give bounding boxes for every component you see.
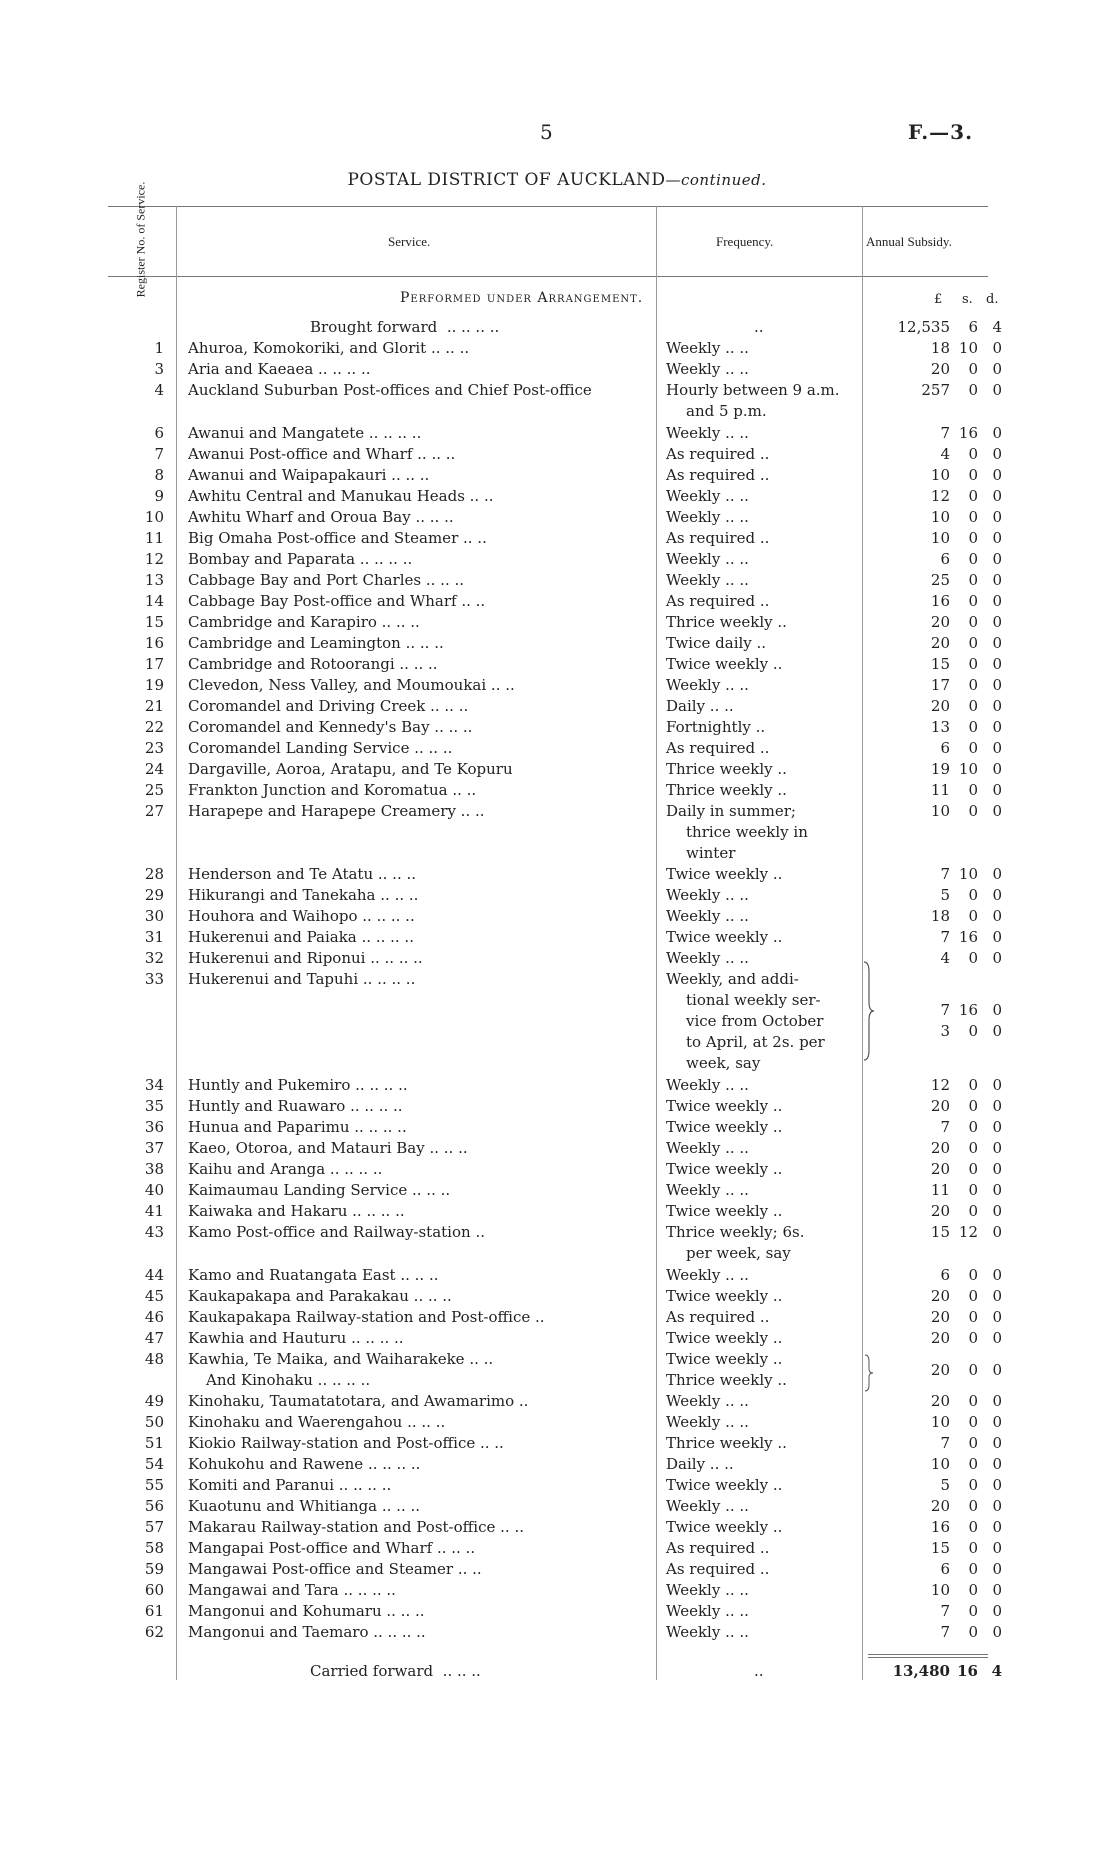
table-row-amount: 7 16 0: [940, 1001, 1002, 1019]
total-rule: [868, 1657, 988, 1658]
table-top-rule: [108, 206, 988, 207]
table-row: 31 Hukerenui and Paiaka .. .. .. .. Twice weekly .. 7 16 0: [144, 928, 1002, 946]
brought-forward-dots: ..: [754, 318, 764, 336]
table-row: 54 Kohukohu and Rawene .. .. .. .. Daily .. .. 10 0 0: [144, 1455, 1002, 1473]
page-number: 5: [540, 120, 553, 144]
carried-forward-dots: ..: [754, 1662, 764, 1680]
table-row: 50 Kinohaku and Waerengahou .. .. .. Weekly .. .. 10 0 0: [144, 1413, 1002, 1431]
header-subsidy: Annual Subsidy.: [866, 234, 952, 249]
table-row: 6 Awanui and Mangatete .. .. .. .. Weekly .. .. 7 16 0: [154, 424, 1002, 442]
header-register: Register No. of Service.: [133, 181, 148, 297]
frequency-continuation: vice from October: [686, 1012, 824, 1030]
table-row: 8 Awanui and Waipapakauri .. .. .. As required .. 10 0 0: [154, 466, 1002, 484]
table-row: 13 Cabbage Bay and Port Charles .. .. .. Weekly .. .. 25 0 0: [144, 571, 1002, 589]
header-service: Service.: [388, 234, 431, 249]
table-row: 3 Aria and Kaeaea .. .. .. .. Weekly .. .. 20 0 0: [154, 360, 1002, 378]
table-row: 48 Kawhia, Te Maika, and Waiharakeke .. .. Twice weekly ..: [144, 1350, 783, 1368]
frequency-continuation: and 5 p.m.: [686, 402, 767, 420]
carried-forward-pence: 4: [991, 1662, 1002, 1680]
table-row: 61 Mangonui and Kohumaru .. .. .. Weekly .. .. 7 0 0: [144, 1602, 1002, 1620]
frequency-continuation: thrice weekly in: [686, 823, 808, 841]
brought-forward-row: [0, 318, 1114, 340]
table-row: 38 Kaihu and Aranga .. .. .. .. Twice weekly .. 20 0 0: [144, 1160, 1002, 1178]
frequency-continuation: tional weekly ser-: [686, 991, 821, 1009]
table-row: 16 Cambridge and Leamington .. .. .. Twice daily .. 20 0 0: [144, 634, 1002, 652]
table-row-amount: 3 0 0: [940, 1022, 1002, 1040]
table-row: 36 Hunua and Paparimu .. .. .. .. Twice weekly .. 7 0 0: [144, 1118, 1002, 1136]
carried-forward-pounds: 13,480: [892, 1662, 950, 1680]
table-row: 30 Houhora and Waihopo .. .. .. .. Weekly .. .. 18 0 0: [144, 907, 1002, 925]
total-rule: [868, 1654, 988, 1655]
unit-pounds: £: [934, 292, 943, 307]
table-row: 11 Big Omaha Post-office and Steamer .. .. As required .. 10 0 0: [144, 529, 1002, 547]
table-row: 28 Henderson and Te Atatu .. .. .. Twice weekly .. 7 10 0: [144, 865, 1002, 883]
table-row: 40 Kaimaumau Landing Service .. .. .. Weekly .. .. 11 0 0: [144, 1181, 1002, 1199]
service-continuation: And Kinohaku .. .. .. ..: [206, 1371, 371, 1389]
table-row: 22 Coromandel and Kennedy's Bay .. .. .. Fortnightly .. 13 0 0: [144, 718, 1002, 736]
table-row: 23 Coromandel Landing Service .. .. .. As required .. 6 0 0: [144, 739, 1002, 757]
table-row: 56 Kuaotunu and Whitianga .. .. .. Weekly .. .. 20 0 0: [144, 1497, 1002, 1515]
table-row: 24 Dargaville, Aoroa, Aratapu, and Te Kopuru Thrice weekly .. 19 10 0: [144, 760, 1002, 778]
carried-forward-label: Carried forward .. .. ..: [310, 1662, 481, 1680]
table-row: 15 Cambridge and Karapiro .. .. .. Thrice weekly .. 20 0 0: [144, 613, 1002, 631]
table-row: 51 Kiokio Railway-station and Post-office .. .. Thrice weekly .. 7 0 0: [144, 1434, 1002, 1452]
brought-forward-pounds: 12,535: [897, 318, 950, 336]
unit-shillings: s.: [962, 292, 973, 307]
table-row: 47 Kawhia and Hauturu .. .. .. .. Twice weekly .. 20 0 0: [144, 1329, 1002, 1347]
table-row: 25 Frankton Junction and Koromatua .. .. Thrice weekly .. 11 0 0: [144, 781, 1002, 799]
header-frequency: Frequency.: [716, 234, 774, 249]
table-row: 21 Coromandel and Driving Creek .. .. .. Daily .. .. 20 0 0: [144, 697, 1002, 715]
table-row: 43 Kamo Post-office and Railway-station .. Thrice weekly; 6s. 15 12 0: [144, 1223, 1002, 1241]
table-row: 29 Hikurangi and Tanekaha .. .. .. Weekly .. .. 5 0 0: [144, 886, 1002, 904]
table-row: 9 Awhitu Central and Manukau Heads .. .. Weekly .. .. 12 0 0: [154, 487, 1002, 505]
table-row: 41 Kaiwaka and Hakaru .. .. .. .. Twice weekly .. 20 0 0: [144, 1202, 1002, 1220]
table-row: 10 Awhitu Wharf and Oroua Bay .. .. .. Weekly .. .. 10 0 0: [144, 508, 1002, 526]
document-reference: F.—3.: [908, 120, 974, 144]
table-row: 35 Huntly and Ruawaro .. .. .. .. Twice weekly .. 20 0 0: [144, 1097, 1002, 1115]
table-row: 1 Ahuroa, Komokoriki, and Glorit .. .. .. Weekly .. .. 18 10 0: [154, 339, 1002, 357]
table-row: 44 Kamo and Ruatangata East .. .. .. Weekly .. .. 6 0 0: [144, 1266, 1002, 1284]
table-row: 60 Mangawai and Tara .. .. .. .. Weekly .. .. 10 0 0: [144, 1581, 1002, 1599]
table-row: 27 Harapepe and Harapepe Creamery .. .. Daily in summer; 10 0 0: [144, 802, 1002, 820]
unit-pence: d.: [986, 292, 999, 307]
table-row: 62 Mangonui and Taemaro .. .. .. .. Weekly .. .. 7 0 0: [144, 1623, 1002, 1641]
title-sub: —continued.: [665, 171, 767, 189]
carried-forward-row: [0, 1662, 1114, 1684]
section-heading: Performed under Arrangement.: [400, 290, 644, 306]
brought-forward-shillings: 6: [968, 318, 978, 336]
table-row: 19 Clevedon, Ness Valley, and Moumoukai .. .. Weekly .. .. 17 0 0: [144, 676, 1002, 694]
table-row-amount: 20 0 0: [930, 1361, 1002, 1379]
table-row: 17 Cambridge and Rotoorangi .. .. .. Twice weekly .. 15 0 0: [144, 655, 1002, 673]
table-row: 4 Auckland Suburban Post-offices and Chief Post-office Hourly between 9 a.m. 257 0 0: [154, 381, 1002, 399]
table-row: 33 Hukerenui and Tapuhi .. .. .. .. Weekly, and addi-: [144, 970, 799, 988]
frequency-continuation: winter: [686, 844, 736, 862]
table-row: 45 Kaukapakapa and Parakakau .. .. .. Twice weekly .. 20 0 0: [144, 1287, 1002, 1305]
table-row: 59 Mangawai Post-office and Steamer .. .. As required .. 6 0 0: [144, 1560, 1002, 1578]
carried-forward-shillings: 16: [957, 1662, 978, 1680]
table-row: 49 Kinohaku, Taumatatotara, and Awamarimo .. Weekly .. .. 20 0 0: [144, 1392, 1002, 1410]
table-row: 57 Makarau Railway-station and Post-office .. .. Twice weekly .. 16 0 0: [144, 1518, 1002, 1536]
table-row: 34 Huntly and Pukemiro .. .. .. .. Weekly .. .. 12 0 0: [144, 1076, 1002, 1094]
brought-forward-pence: 4: [992, 318, 1002, 336]
frequency-continuation: per week, say: [686, 1244, 791, 1262]
table-row: 12 Bombay and Paparata .. .. .. .. Weekly .. .. 6 0 0: [144, 550, 1002, 568]
table-row: 7 Awanui Post-office and Wharf .. .. .. As required .. 4 0 0: [154, 445, 1002, 463]
table-row: 46 Kaukapakapa Railway-station and Post-office .. As required .. 20 0 0: [144, 1308, 1002, 1326]
frequency-continuation: Thrice weekly ..: [666, 1371, 787, 1389]
table-row: 55 Komiti and Paranui .. .. .. .. Twice weekly .. 5 0 0: [144, 1476, 1002, 1494]
table-row: 14 Cabbage Bay Post-office and Wharf .. .. As required .. 16 0 0: [144, 592, 1002, 610]
table-row: 32 Hukerenui and Riponui .. .. .. .. Weekly .. .. 4 0 0: [144, 949, 1002, 967]
brought-forward-label: Brought forward .. .. .. ..: [310, 318, 500, 336]
page-title: [0, 170, 1114, 190]
title-main: POSTAL DISTRICT OF AUCKLAND: [347, 170, 666, 190]
table-row: 58 Mangapai Post-office and Wharf .. .. .. As required .. 15 0 0: [144, 1539, 1002, 1557]
table-header-rule: [108, 276, 988, 277]
frequency-continuation: to April, at 2s. per: [686, 1033, 825, 1051]
frequency-continuation: week, say: [686, 1054, 761, 1072]
table-row: 37 Kaeo, Otoroa, and Matauri Bay .. .. .. Weekly .. .. 20 0 0: [144, 1139, 1002, 1157]
